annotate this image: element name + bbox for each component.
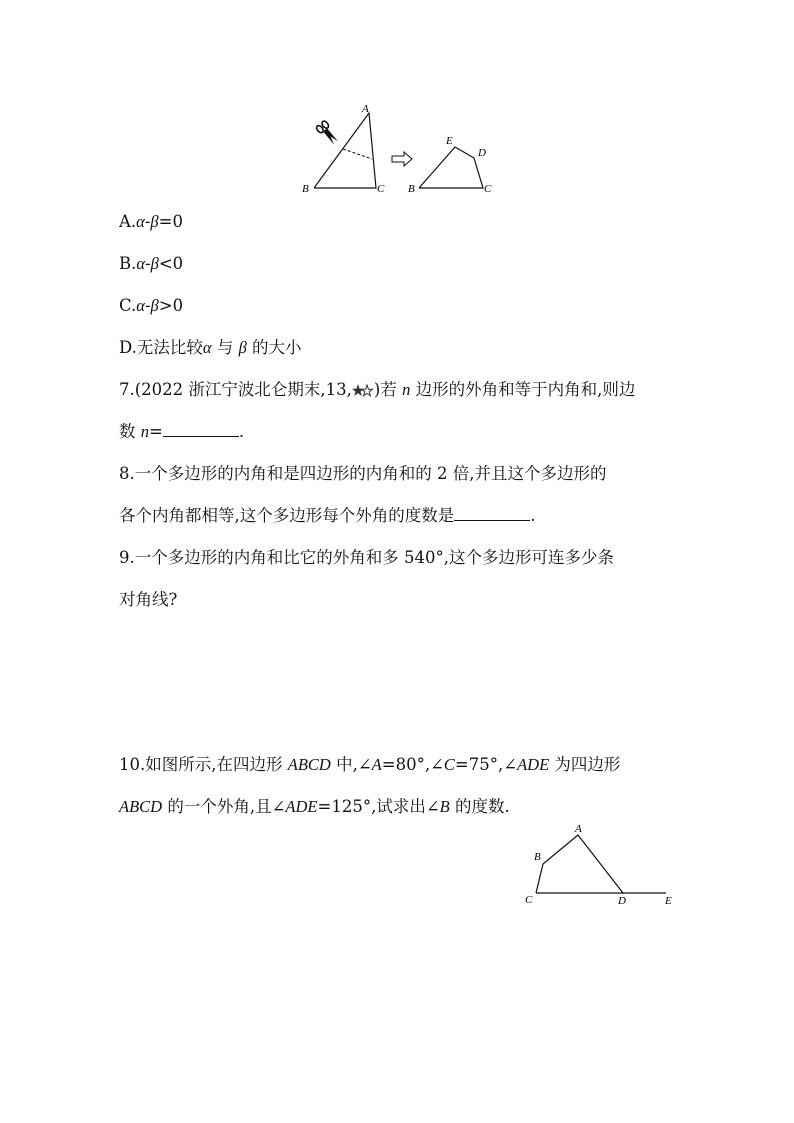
option-d: D.无法比较α 与 β 的大小 bbox=[119, 338, 302, 357]
quadrilateral-outline bbox=[536, 835, 623, 893]
label-c: C bbox=[525, 894, 533, 906]
cut-triangle-figure bbox=[296, 100, 506, 200]
cut-dashed-line bbox=[343, 149, 372, 159]
question-10-line-2: ABCD 的一个外角,且∠ADE=125°,试求出∠B 的度数. bbox=[119, 797, 510, 816]
question-8-line-1: 8.一个多边形的内角和是四边形的内角和的 2 倍,并且这个多边形的 bbox=[119, 464, 607, 483]
label-c2: C bbox=[484, 183, 492, 195]
question-9-line-2: 对角线? bbox=[119, 590, 178, 609]
quadrilateral-abcd-figure bbox=[520, 820, 680, 912]
question-8-line-2: 各个内角都相等,这个多边形每个外角的度数是 . bbox=[119, 506, 536, 525]
option-a: A.α-β=0 bbox=[119, 212, 183, 231]
option-b: B.α-β<0 bbox=[119, 254, 184, 273]
label-a: A bbox=[575, 823, 582, 835]
label-e: E bbox=[665, 895, 672, 907]
question-10-line-1: 10.如图所示,在四边形 ABCD 中,∠A=80°,∠C=75°,∠ADE 为四边形 bbox=[119, 755, 621, 774]
label-a: A bbox=[362, 103, 369, 115]
difficulty-stars-icon bbox=[352, 383, 374, 399]
label-b: B bbox=[302, 183, 309, 195]
question-7-line-2: 数 n= . bbox=[119, 422, 245, 441]
scissors-icon bbox=[315, 120, 340, 147]
answer-blank-q8[interactable] bbox=[454, 506, 530, 521]
option-c: C.α-β>0 bbox=[119, 296, 184, 315]
question-7-line-1: 7.(2022 浙江宁波北仑期末,13, )若 n 边形的外角和等于内角和,则边 bbox=[119, 380, 636, 399]
arrow-right-icon bbox=[392, 152, 412, 166]
label-c: C bbox=[377, 183, 385, 195]
answer-blank-q7[interactable] bbox=[163, 422, 239, 437]
quadrilateral-outline bbox=[419, 147, 483, 188]
triangle-outline bbox=[314, 113, 376, 188]
label-b2: B bbox=[408, 183, 415, 195]
label-b: B bbox=[534, 851, 541, 863]
label-d: D bbox=[618, 895, 626, 907]
label-d: D bbox=[478, 147, 486, 159]
question-9-line-1: 9.一个多边形的内角和比它的外角和多 540°,这个多边形可连多少条 bbox=[119, 548, 614, 567]
label-e: E bbox=[446, 135, 453, 147]
